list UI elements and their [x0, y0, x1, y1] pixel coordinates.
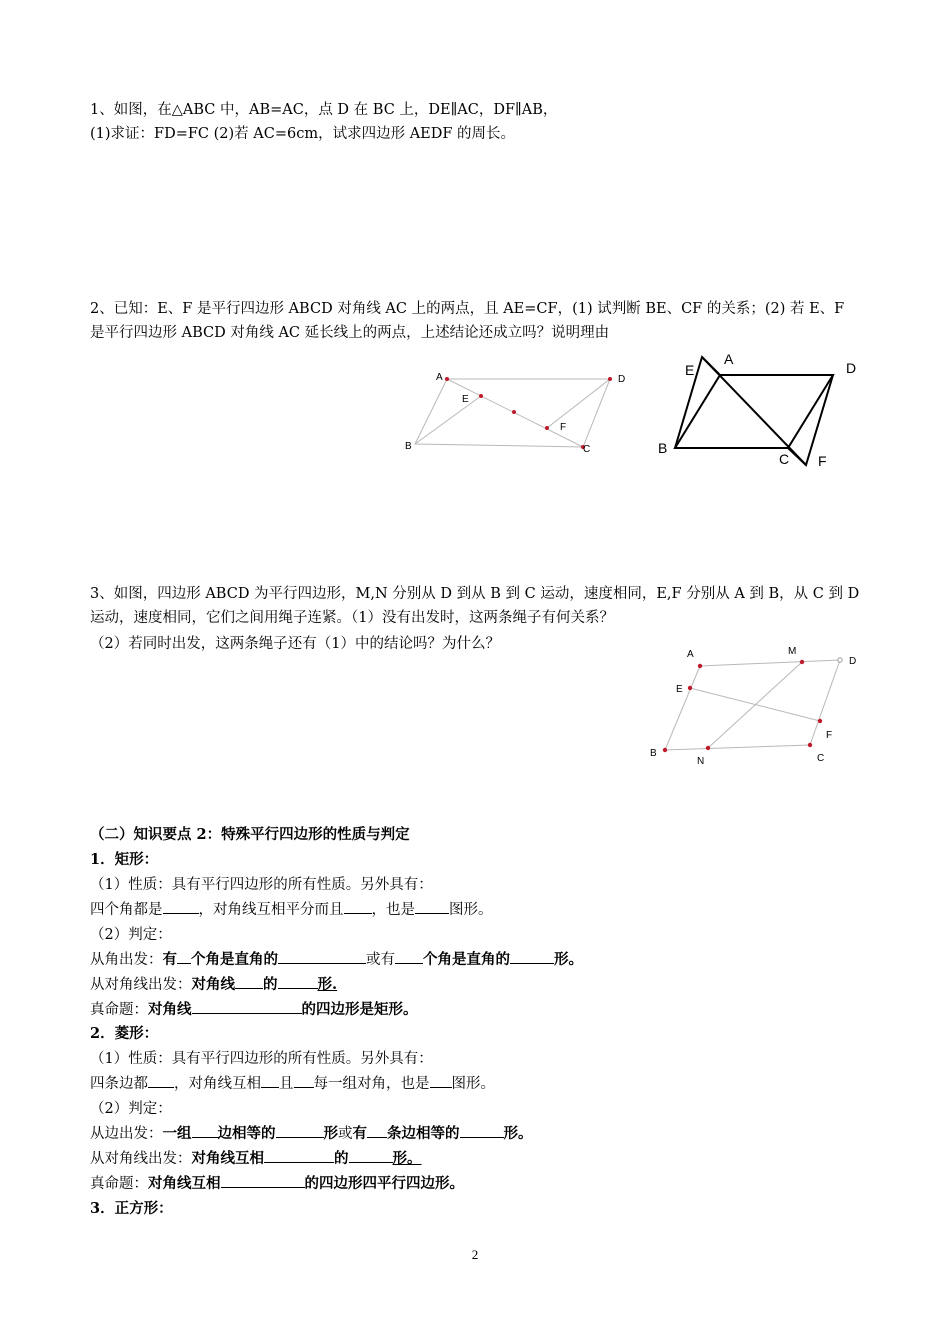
q2-line2: 是平行四边形 ABCD 对角线 AC 延长线上的两点，上述结论还成立吗？说明理由	[90, 325, 610, 341]
rhombus-side-f: 条边相等的	[387, 1125, 460, 1142]
label-n: N	[697, 756, 705, 767]
point-d	[608, 377, 612, 381]
label-b-3: B	[650, 748, 657, 759]
rhombus-blank-10[interactable]	[349, 1147, 393, 1163]
point-f-3	[818, 719, 822, 723]
rect-prop-d: 图形。	[449, 902, 493, 918]
q3-line3: （2）若同时出发，这两条绳子还有（1）中的结论吗？为什么？	[90, 636, 500, 652]
square-title: 3．正方形：	[90, 1200, 173, 1217]
rect-prop-b: ，对角线互相平分而且	[198, 902, 344, 918]
label-a: A	[436, 372, 443, 383]
parallelogram-abcd-3	[665, 660, 840, 750]
rect-diag-c: 形.	[317, 976, 338, 993]
rect-diag-b: 的	[263, 976, 278, 993]
rect-diag-line	[90, 973, 337, 997]
label-a-3: A	[687, 649, 694, 660]
rhombus-blank-7[interactable]	[367, 1122, 387, 1138]
rhombus-diag-prefix: 从对角线出发：	[90, 1151, 192, 1167]
rect-blank-5[interactable]	[278, 948, 366, 964]
rect-blank-10[interactable]	[192, 998, 302, 1014]
rhombus-true-prefix: 真命题：	[90, 1176, 148, 1192]
rect-true-prefix: 真命题：	[90, 1002, 148, 1018]
label-b: B	[405, 441, 412, 452]
rect-angle-a: 有	[162, 951, 177, 968]
rect-diag-prefix: 从对角线出发：	[90, 977, 192, 993]
rhombus-prop-a: 四条边都	[90, 1076, 148, 1092]
label-m: M	[788, 646, 797, 657]
rhombus-prop-b: ，对角线互相	[174, 1076, 261, 1092]
rhombus-prop-title: （1）性质：具有平行四边形的所有性质。另外具有：	[90, 1051, 433, 1067]
label-f-2: F	[818, 453, 827, 469]
rect-blank-2[interactable]	[344, 898, 372, 914]
rhombus-blank-5[interactable]	[192, 1122, 218, 1138]
rhombus-side-d: 或	[338, 1126, 353, 1142]
rhombus-title: 2．菱形：	[90, 1025, 159, 1042]
rhombus-diag-b: 的	[334, 1150, 349, 1167]
rhombus-true-a: 对角线互相	[148, 1175, 221, 1192]
rhombus-blank-6[interactable]	[276, 1122, 324, 1138]
point-c-3	[808, 743, 812, 747]
rhombus-diag-a: 对角线互相	[191, 1150, 264, 1167]
point-f	[545, 426, 549, 430]
point-m	[800, 660, 804, 664]
rect-angle-d: 个角是直角的	[423, 951, 510, 968]
rect-true-a: 对角线	[148, 1001, 192, 1018]
q3-line1: 3、如图，四边形 ABCD 为平行四边形，M,N 分别从 D 到从 B 到 C 运动，速度相同，E,F 分别从 A 到 B，从 C 到 D	[90, 586, 860, 602]
label-e-2: E	[685, 362, 695, 378]
label-e: E	[462, 394, 469, 405]
rhombus-blank-4[interactable]	[430, 1072, 452, 1088]
label-a-2: A	[724, 351, 734, 367]
segment-be	[415, 396, 481, 444]
rect-blank-1[interactable]	[163, 898, 199, 914]
rhombus-side-g: 形。	[503, 1125, 533, 1142]
point-a	[445, 377, 449, 381]
rhombus-blank-9[interactable]	[264, 1147, 334, 1163]
rect-diag-a: 对角线	[191, 976, 235, 993]
rect-angle-prefix: 从角出发：	[90, 952, 163, 968]
label-f: F	[560, 422, 567, 433]
rect-blank-6[interactable]	[395, 948, 423, 964]
rect-prop-a: 四个角都是	[90, 902, 163, 918]
rect-prop-line	[90, 898, 493, 922]
rect-angle-b: 个角是直角的	[191, 951, 278, 968]
rhombus-blank-1[interactable]	[148, 1072, 174, 1088]
q1-line2: (1)求证：FD=FC (2)若 AC=6cm，试求四边形 AEDF 的周长。	[90, 126, 516, 142]
rhombus-prop-d: 每一组对角，也是	[313, 1076, 430, 1092]
rect-blank-7[interactable]	[510, 948, 554, 964]
rect-true-line	[90, 998, 418, 1022]
rect-angle-line	[90, 948, 583, 972]
rhombus-diag-line	[90, 1147, 422, 1171]
rect-blank-9[interactable]	[278, 973, 318, 989]
rect-judge-title: （2）判定：	[90, 927, 172, 943]
rhombus-true-b: 的四边形四平行四边形。	[304, 1175, 464, 1192]
label-c-3: C	[817, 753, 825, 764]
point-d-3	[838, 658, 842, 662]
point-n	[706, 746, 710, 750]
label-c-2: C	[779, 451, 790, 467]
point-mid	[512, 410, 516, 414]
point-b-3	[663, 748, 667, 752]
rhombus-diag-c: 形。	[392, 1150, 422, 1167]
rect-title: 1．矩形：	[90, 851, 159, 868]
rect-prop-title: （1）性质：具有平行四边形的所有性质。另外具有：	[90, 877, 433, 893]
rhombus-prop-e: 图形。	[451, 1076, 495, 1092]
rhombus-blank-3[interactable]	[294, 1072, 314, 1088]
point-a-3	[698, 664, 702, 668]
point-e	[479, 394, 483, 398]
segment-c-f-d	[788, 375, 833, 465]
rhombus-side-a: 一组	[162, 1125, 192, 1142]
label-d-3: D	[849, 656, 857, 667]
label-d-2: D	[846, 360, 857, 376]
rhombus-blank-8[interactable]	[460, 1122, 504, 1138]
q1-line1: 1、如图，在△ABC 中，AB=AC，点 D 在 BC 上，DE∥AC，DF∥AB，	[90, 102, 558, 118]
rect-blank-8[interactable]	[235, 973, 263, 989]
rect-true-b: 的四边形是矩形。	[301, 1001, 418, 1018]
rope-ef	[690, 688, 820, 721]
label-d: D	[618, 374, 626, 385]
rhombus-judge-title: （2）判定：	[90, 1101, 172, 1117]
segment-b-e-a	[675, 357, 720, 448]
label-b-2: B	[658, 440, 668, 456]
label-f-3: F	[826, 730, 833, 741]
rhombus-side-c: 形	[323, 1125, 338, 1142]
q2-figure-left	[395, 365, 640, 460]
rect-blank-3[interactable]	[415, 898, 449, 914]
q2-line1: 2、已知：E、F 是平行四边形 ABCD 对角线 AC 上的两点，且 AE=CF，(1) 试判断 BE、CF 的关系；(2) 若 E、F	[90, 301, 845, 317]
rhombus-side-line	[90, 1122, 533, 1146]
label-c: C	[583, 444, 591, 455]
label-e-3: E	[676, 684, 683, 695]
rhombus-blank-11[interactable]	[221, 1172, 305, 1188]
rhombus-side-e: 有	[352, 1125, 367, 1142]
q2-figure-right	[650, 345, 865, 475]
rhombus-side-prefix: 从边出发：	[90, 1126, 163, 1142]
page-number: 2	[471, 1247, 479, 1262]
q3-figure	[640, 640, 870, 770]
point-e-3	[688, 686, 692, 690]
section2-title: （二）知识要点 2：特殊平行四边形的性质与判定	[90, 826, 410, 843]
rhombus-prop-c: 且	[279, 1076, 294, 1092]
rect-angle-c: 或有	[366, 952, 395, 968]
rhombus-prop-line	[90, 1072, 495, 1096]
rhombus-side-b: 边相等的	[217, 1125, 276, 1142]
rhombus-true-line	[90, 1172, 464, 1196]
rhombus-blank-2[interactable]	[261, 1072, 279, 1088]
rect-blank-4[interactable]	[177, 948, 191, 964]
rect-angle-e: 形。	[554, 951, 583, 968]
rect-prop-c: ，也是	[371, 902, 415, 918]
q3-line2: 运动，速度相同，它们之间用绳子连紧。（1）没有出发时，这两条绳子有何关系？	[90, 610, 614, 626]
